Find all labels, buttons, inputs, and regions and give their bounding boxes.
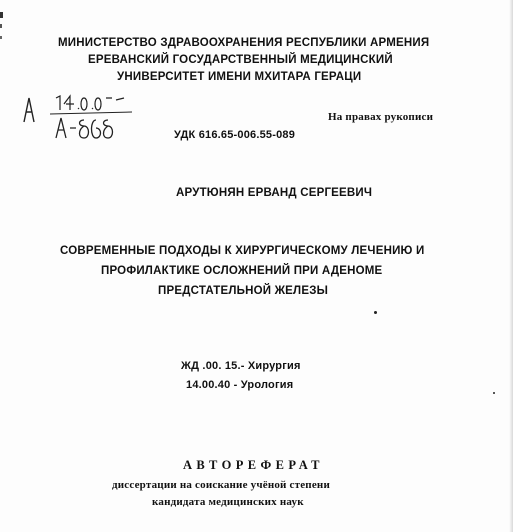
rights-note: На правах рукописи — [328, 111, 434, 123]
specialty-urology: 14.00.40 - Урология — [186, 379, 294, 391]
scan-speck — [374, 311, 377, 314]
thesis-title-line1: СОВРЕМЕННЫЕ ПОДХОДЫ К ХИРУРГИЧЕСКОМУ ЛЕЧЕНИЮ И — [60, 245, 425, 257]
specialty-surgery: ЖД .00. 15.- Хирургия — [181, 360, 301, 372]
dissertation-line2: кандидата медицинских наук — [152, 496, 304, 508]
university-heading-line1: ЕРЕВАНСКИЙ ГОСУДАРСТВЕННЫЙ МЕДИЦИНСКИЙ — [88, 54, 393, 66]
scan-speck — [493, 392, 495, 394]
author-name: АРУТЮНЯН ЕРВАНД СЕРГЕЕВИЧ — [176, 187, 373, 199]
ministry-heading: МИНИСТЕРСТВО ЗДРАВООХРАНЕНИЯ РЕСПУБЛИКИ АРМЕНИЯ — [58, 37, 430, 49]
university-heading-line2: УНИВЕРСИТЕТ ИМЕНИ МХИТАРА ГЕРАЦИ — [117, 71, 362, 83]
dissertation-line1: диссертации на соискание учёной степени — [112, 479, 331, 491]
thesis-title-line3: ПРЕДСТАТЕЛЬНОЙ ЖЕЛЕЗЫ — [158, 285, 329, 297]
scan-edge-shadow — [509, 0, 513, 532]
scan-edge-mark — [0, 10, 14, 60]
thesis-title-line2: ПРОФИЛАКТИКЕ ОСЛОЖНЕНИЙ ПРИ АДЕНОМЕ — [101, 265, 383, 277]
abstract-heading: АВТОРЕФЕРАТ — [183, 458, 324, 472]
handwritten-shelf-mark — [20, 92, 140, 142]
udk-code: УДК 616.65-006.55-089 — [174, 129, 296, 141]
